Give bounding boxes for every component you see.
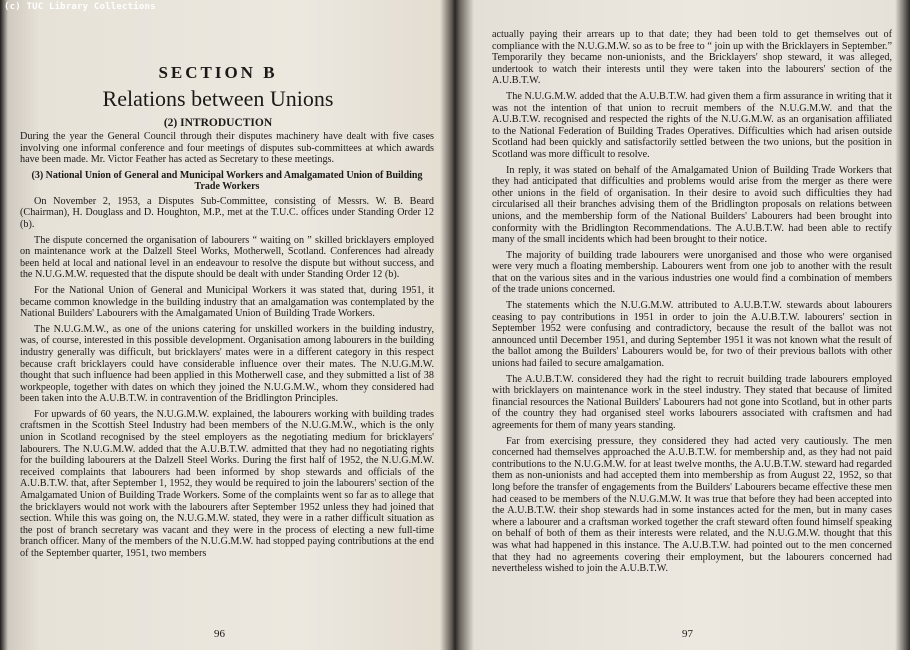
paragraph: The majority of building trade labourers were unorganised and those who were organised were very much a floating membership. Labourers went from one job to another with the result that on the various sites and in the various industries one would find a combination of members of the trade unions concerned. <box>492 249 892 296</box>
section-label: SECTION B <box>158 63 278 82</box>
watermark: (c) TUC Library Collections <box>4 2 156 12</box>
right-text-column <box>492 29 892 579</box>
section-title: Relations between Unions <box>102 86 334 111</box>
paragraph: actually paying their arrears up to that date; they had been told to get themselves out of compliance with the N.U.G.M.W. so as to be free to “ join up with the Bricklayers in September.” Temporarily they became non-unionists, and the Bricklayers' shop steward, it was alleged, undertook to watch their interests until they were taken into the labourers' section of the A.U.B.T.W. <box>492 29 892 87</box>
paragraph: Far from exercising pressure, they considered they had acted very cautiously. The men concerned had themselves approached the A.U.B.T.W. for membership and, as they had not paid contributions to the N.U.G.M.W. for at least twelve months, the A.U.B.T.W. steward had regarded them as non-unionists and had accepted them into membership as from August 22, 1952, so that long before the transfer of engagements from the Builders' Labourers became effective these men had ceased to be members of the N.U.G.M.W. It was true that before they had been accepted into the A.U.B.T.W. their shop stewards had in some instances acted for the men, but in many cases where a labourer and a craftsman worked together the craft steward often found himself speaking on behalf of both of them as their interests were related, and the N.U.G.M.W. thought that this was what had happened in this instance. The A.U.B.T.W. had pointed out to the men concerned that they had no agreements covering their employment, but the labourers concerned had nevertheless wished to join the A.U.B.T.W. <box>492 435 892 575</box>
paragraph: The N.U.G.M.W., as one of the unions catering for unskilled workers in the building industry, was, of course, interested in this possible development. Organisation among labourers in the building industry generally was difficult, but bricklayers' mates were in a different category in this respect because craft bricklayers could have considerable influence over their mates. The N.U.G.M.W. thought that such influence had been applied in this Motherwell case, and they submitted a list of 38 workpeople, together with dates on which they joined the N.U.G.M.W., whom they considered had been taken into the A.U.B.T.W. in contravention of the Bridlington Principles. <box>20 323 434 405</box>
paragraph: The A.U.B.T.W. considered they had the right to recruit building trade labourers employed with bricklayers on maintenance work in the steel industry. They stated that because of limited financial resources the National Builders' Labourers had not gone into Scotland, but in other parts of the country they had organised steel works labourers associated with craftsmen and had agreements for them of many years standing. <box>492 373 892 431</box>
paragraph: On November 2, 1953, a Disputes Sub-Committee, consisting of Messrs. W. B. Beard (Chairman), H. Douglass and D. Houghton, M.P., met at the T.U.C. offices under Standing Order 12 (b). <box>20 195 434 230</box>
paragraph: For upwards of 60 years, the N.U.G.M.W. explained, the labourers working with building trades craftsmen in the Scottish Steel Industry had been members of the N.U.G.M.W., which is the only union in Scotland recognised by the steel employers as the negotiating medium for bricklayers' labourers. The N.U.G.M.W. added that the A.U.B.T.W. admitted that they had no negotiating rights for the building labourers at the Dalzell Steel Works. During the first half of 1952, the N.U.G.M.W. received complaints that labourers had been informed by shop stewards and officials of the A.U.B.T.W. that, after September 1, 1952, they would be required to join the labourers' section of the Amalgamated Union of Building Trade Workers. Some of the complaints went so far as to allege that the bricklayers would not work with the labourers after September 1952 unless they had joined that section. While this was going on, the N.U.G.M.W. stated, they were in a rather difficult situation as the post of branch secretary was vacant and they were in the process of electing a new full-time branch officer. Many of the members of the N.U.G.M.W. had stopped paying contributions at the end of the September quarter, 1951, two members <box>20 408 434 559</box>
paragraph: The N.U.G.M.W. added that the A.U.B.T.W. had given them a firm assurance in writing that it was not the intention of that union to recruit members of the N.U.G.M.W. and that the A.U.B.T.W. recognised and respected the rights of the N.U.G.M.W. as an organisation affiliated to the National Federation of Building Trades Operatives. Difficulties which had arisen outside Scotland had been quickly and satisfactorily settled between the two unions, but the position in Scotland was more difficult to resolve. <box>492 90 892 160</box>
paragraph: For the National Union of General and Municipal Workers it was stated that, during 1951, it became common knowledge in the building industry that an amalgamation was contemplated by the National Builders' Labourers with the Amalgamated Union of Building Trade Workers. <box>20 284 434 320</box>
page-number: 96 <box>214 628 225 640</box>
left-text-column <box>20 131 434 564</box>
left-page <box>18 0 444 650</box>
intro-heading: (2) INTRODUCTION <box>163 117 273 129</box>
paragraph: The statements which the N.U.G.M.W. attributed to A.U.B.T.W. stewards about labourers ceasing to pay contributions in 1951 in order to join the A.U.B.T.W. labourers' section in September 1952 were confusing and contradictory, because the result of the ballot was not announced until December 1951, and during September 1951 it was not known what the result of the ballot among the Builders' Labourers would be, for two of their previous ballots with other unions had failed to secure amalgamation. <box>492 300 892 370</box>
right-page <box>492 0 896 650</box>
case-heading: (3) National Union of General and Municipal Workers and Amalgamated Union of Building Trade Workers <box>31 169 423 193</box>
paragraph: The dispute concerned the organisation of labourers “ waiting on ” skilled bricklayers employed on maintenance work at the Dalzell Steel Works, Motherwell, Scotland. Conferences had already been held at local and national level in an endeavour to resolve the dispute but without success, and the N.U.G.M.W. requested that the dispute should be dealt with under Standing Order 12 (b). <box>20 234 434 281</box>
intro-paragraph: During the year the General Council through their disputes machinery have dealt with five cases involving one informal conference and four meetings of disputes sub-committees at which awards have been made. Mr. Victor Feather has acted as Secretary to these meetings. <box>20 131 434 166</box>
page-number: 97 <box>682 628 693 640</box>
paragraph: In reply, it was stated on behalf of the Amalgamated Union of Building Trade Workers that they had anticipated that difficulties and problems would arise from the merger as there were other unions in the field of organisation. In their desire to avoid such difficulties they had circularised all their branches advising them of the Bridlington proposals on relations between unions, and the membership form of the National Builders' Labourers had been brought into conformity with the Bridlington Recommendations. The A.U.B.T.W. had been able to rectify many of the small incidents which had been brought to their notice. <box>492 164 892 246</box>
